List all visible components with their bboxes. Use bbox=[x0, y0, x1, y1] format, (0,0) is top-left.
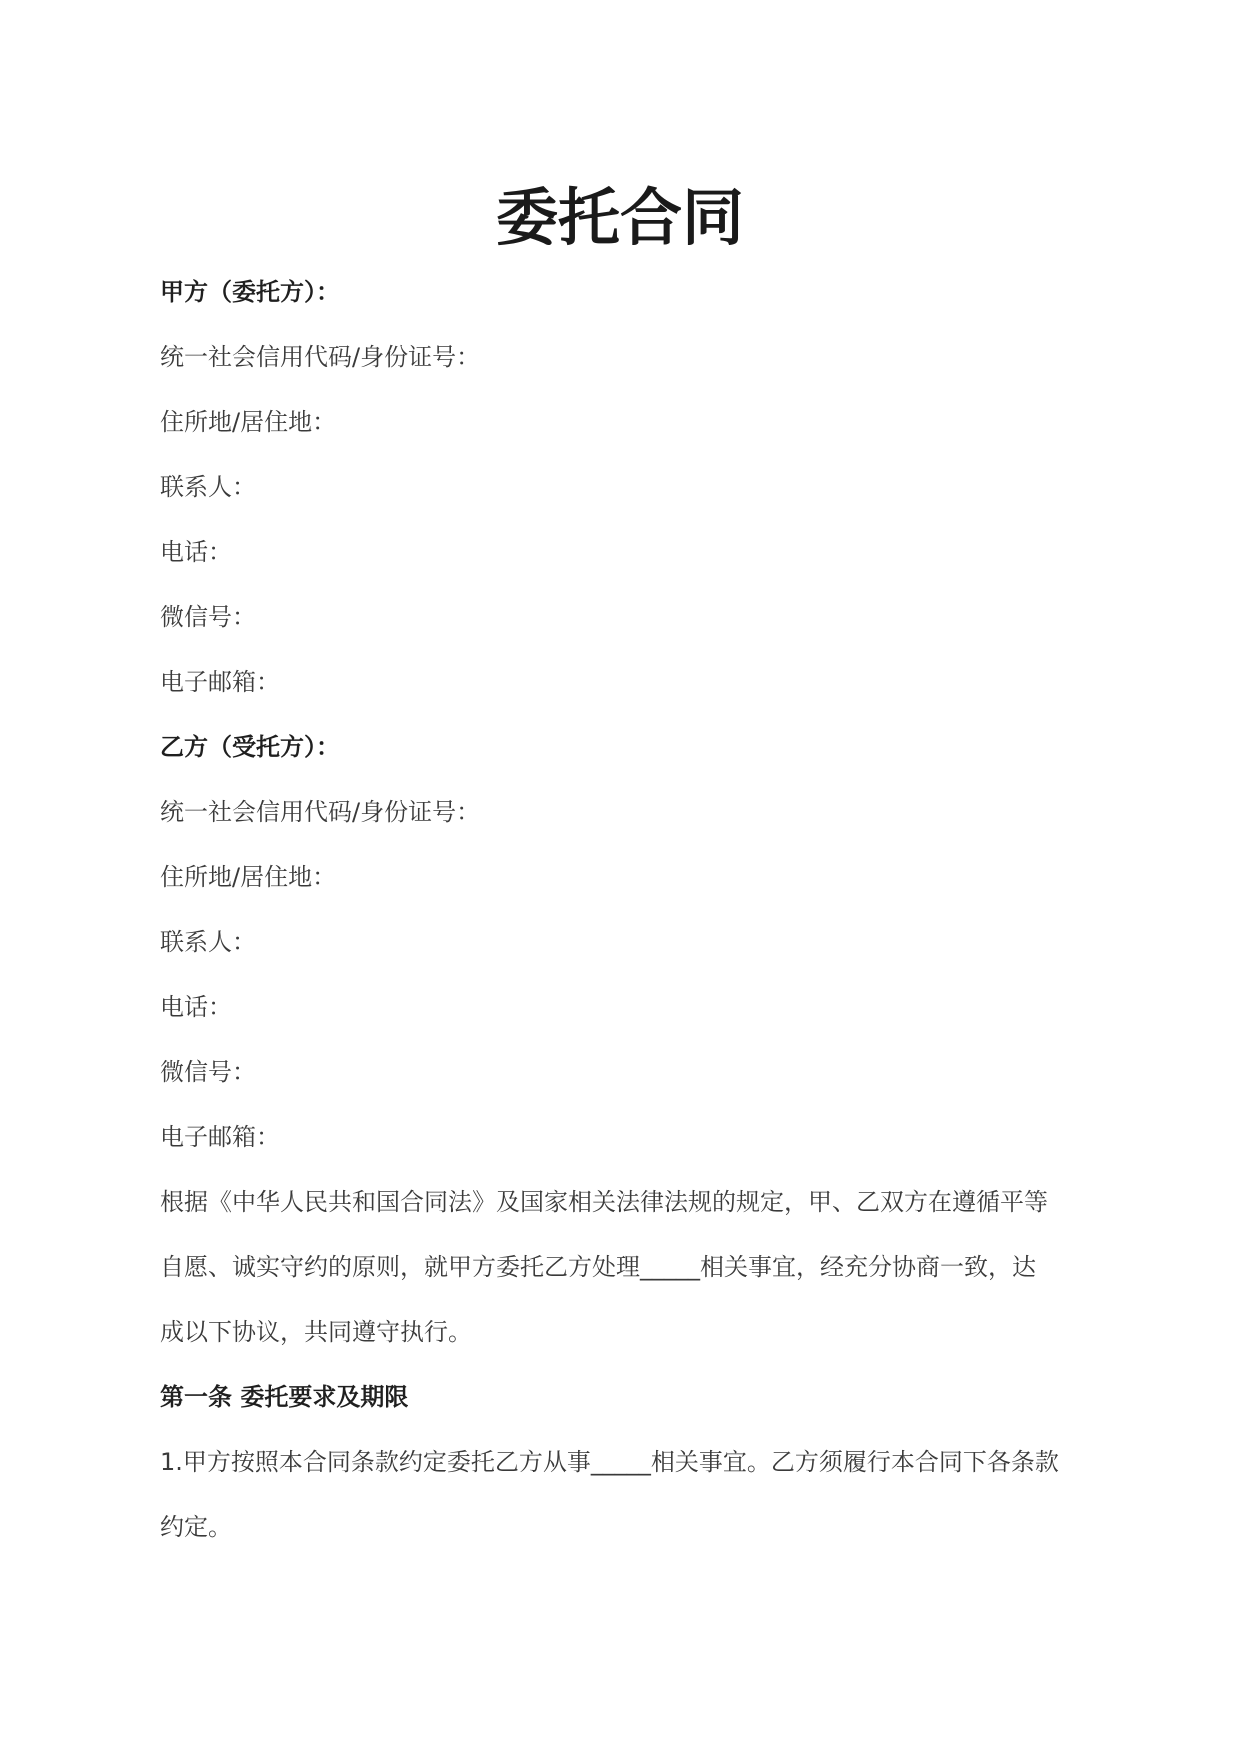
party-b-contact-label: 联系人： bbox=[160, 928, 256, 956]
party-a-contact-label: 联系人： bbox=[160, 473, 256, 501]
party-a-heading: 甲方（委托方）： bbox=[160, 278, 340, 306]
party-b-email-label: 电子邮箱： bbox=[160, 1123, 280, 1151]
party-b-credit-code-label: 统一社会信用代码/身份证号： bbox=[160, 798, 481, 826]
article-1-heading: 第一条 委托要求及期限 bbox=[160, 1383, 409, 1411]
document-title: 委托合同 bbox=[495, 181, 744, 254]
party-a-credit-code-label: 统一社会信用代码/身份证号： bbox=[160, 343, 481, 371]
party-a-phone-label: 电话： bbox=[160, 538, 232, 566]
party-b-phone-label: 电话： bbox=[160, 993, 232, 1021]
party-a-address-label: 住所地/居住地： bbox=[160, 408, 337, 436]
party-a-email-label: 电子邮箱： bbox=[160, 668, 280, 696]
preamble-line-2: 自愿、诚实守约的原则，就甲方委托乙方处理_____相关事宜，经充分协商一致，达 bbox=[160, 1253, 1036, 1281]
party-b-heading: 乙方（受托方）： bbox=[160, 733, 340, 761]
article-1-item-1-line-1: 1.甲方按照本合同条款约定委托乙方从事_____相关事宜。乙方须履行本合同下各条款 bbox=[160, 1448, 1059, 1476]
preamble-line-3: 成以下协议，共同遵守执行。 bbox=[160, 1318, 472, 1346]
article-1-item-1-line-2: 约定。 bbox=[160, 1513, 232, 1541]
preamble-line-1: 根据《中华人民共和国合同法》及国家相关法律法规的规定，甲、乙双方在遵循平等 bbox=[160, 1188, 1048, 1216]
party-a-wechat-label: 微信号： bbox=[160, 603, 256, 631]
party-b-wechat-label: 微信号： bbox=[160, 1058, 256, 1086]
party-b-address-label: 住所地/居住地： bbox=[160, 863, 337, 891]
